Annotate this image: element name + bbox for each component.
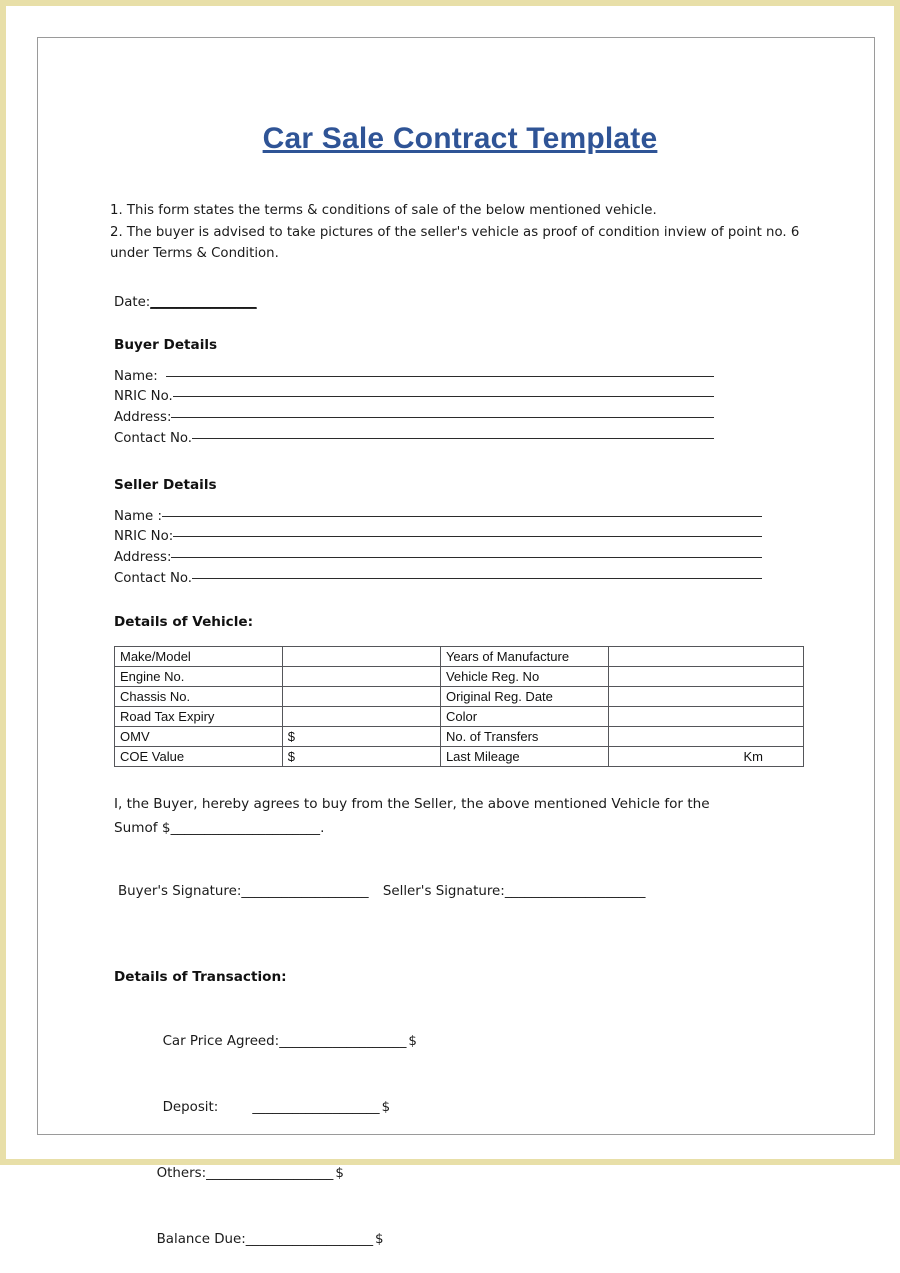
buyer-contact-label: Contact No. [114,430,193,446]
seller-address-row [114,548,810,569]
seller-name-label: Name : [114,508,162,524]
seller-signature-label: Seller's Signature: [382,884,505,900]
seller-name-row [114,507,810,528]
cell-no-of-transfers-value[interactable] [608,727,803,747]
cell-make-model-label: Make/Model [115,647,283,667]
cell-make-model-value[interactable] [282,647,440,667]
buyer-nric-input[interactable] [173,396,714,397]
balance-due-row [114,1207,810,1273]
document-sheet [37,37,875,1248]
buyer-address-input[interactable] [171,417,714,418]
cell-original-reg-date-value[interactable] [608,687,803,707]
page-title: Car Sale Contract Template [262,122,658,155]
cell-last-mileage-value[interactable]: Km [608,747,803,767]
transaction-details-heading: Details of Transaction: [114,969,287,986]
car-price-agreed-label: Car Price Agreed: [162,1034,280,1050]
table-row [115,747,804,767]
seller-address-input[interactable] [171,557,762,558]
seller-contact-input[interactable] [192,578,762,579]
balance-due-label: Balance Due: [156,1232,246,1248]
table-row [115,667,804,687]
seller-contact-label: Contact No. [114,570,193,586]
cell-omv-value[interactable]: $ [282,727,440,747]
signature-row [110,884,810,899]
vehicle-details-heading: Details of Vehicle: [114,614,254,631]
buyer-details-heading: Buyer Details [114,336,218,353]
deposit-row [114,1075,810,1141]
sum-of-period: . [320,819,325,836]
table-row [115,727,804,747]
car-price-agreed-row [114,1009,810,1075]
buyer-signature-label: Buyer's Signature: [118,884,242,900]
others-row [114,1141,810,1207]
deposit-label: Deposit: [162,1100,253,1116]
intro-line-2: 2. The buyer is advised to take pictures of the seller's vehicle as proof of condition inview of point no. 6 under Terms & Condition. [110,224,800,262]
car-price-agreed-currency: $ [408,1034,417,1050]
cell-coe-value-label: COE Value [115,747,283,767]
sum-of-label: Sumof $ [114,819,171,836]
deposit-currency: $ [381,1100,391,1116]
table-row [115,647,804,667]
buyer-contact-input[interactable] [192,438,714,439]
table-row [115,687,804,707]
buyer-nric-label: NRIC No. [114,389,173,405]
cell-chassis-no-value[interactable] [282,687,440,707]
agreement-text [110,793,810,840]
cell-no-of-transfers-label: No. of Transfers [440,727,608,747]
cell-chassis-no-label: Chassis No. [115,687,283,707]
buyer-contact-row [114,429,810,450]
cell-years-manufacture-label: Years of Manufacture [440,647,608,667]
balance-due-currency: $ [375,1232,384,1248]
seller-address-label: Address: [114,550,172,565]
seller-signature-input[interactable]: _____________________ [504,884,646,900]
buyer-address-label: Address: [114,410,172,426]
others-label: Others: [156,1166,207,1182]
cell-vehicle-reg-no-value[interactable] [608,667,803,687]
car-price-agreed-input[interactable]: ___________________ [279,1034,407,1050]
seller-nric-row [114,527,810,548]
cell-years-manufacture-value[interactable] [608,647,803,667]
seller-name-input[interactable] [162,516,762,517]
cell-color-value[interactable] [608,707,803,727]
seller-nric-input[interactable] [173,536,762,537]
document-body [110,78,810,1273]
seller-nric-label: NRIC No: [114,529,174,545]
intro-text [110,200,810,265]
cell-road-tax-expiry-label: Road Tax Expiry [115,707,283,727]
agreement-line-2 [114,817,810,840]
cell-coe-value-value[interactable]: $ [282,747,440,767]
buyer-name-label: Name: [114,368,167,384]
cell-engine-no-value[interactable] [282,667,440,687]
vehicle-details-table [114,646,804,767]
cell-vehicle-reg-no-label: Vehicle Reg. No [440,667,608,687]
cell-color-label: Color [440,707,608,727]
transaction-fields [110,1009,810,1273]
buyer-address-row [114,408,810,429]
agreement-line-1: I, the Buyer, hereby agrees to buy from the Seller, the above mentioned Vehicle for the [114,796,710,813]
cell-last-mileage-label: Last Mileage [440,747,608,767]
others-input[interactable]: ___________________ [206,1166,334,1182]
date-input-rule[interactable]: ________________ [150,294,257,310]
cell-original-reg-date-label: Original Reg. Date [440,687,608,707]
others-currency: $ [335,1166,344,1182]
seller-details-heading: Seller Details [114,476,217,493]
buyer-details-fields [110,367,810,450]
table-row [115,707,804,727]
sum-of-input[interactable]: ______________________ [170,819,321,836]
balance-due-input[interactable]: ___________________ [245,1232,374,1248]
buyer-signature-input[interactable]: ___________________ [241,884,369,900]
deposit-input[interactable]: ___________________ [252,1100,380,1116]
seller-details-fields [110,507,810,590]
cell-engine-no-label: Engine No. [115,667,283,687]
cell-omv-label: OMV [115,727,283,747]
buyer-name-row [114,367,810,388]
intro-line-1: 1. This form states the terms & conditions of sale of the below mentioned vehicle. [110,203,657,218]
seller-contact-row [114,569,810,590]
cell-road-tax-expiry-value[interactable] [282,707,440,727]
date-field [110,295,810,310]
buyer-name-input[interactable] [166,376,714,377]
buyer-nric-row [114,387,810,408]
date-label: Date: [114,294,151,310]
